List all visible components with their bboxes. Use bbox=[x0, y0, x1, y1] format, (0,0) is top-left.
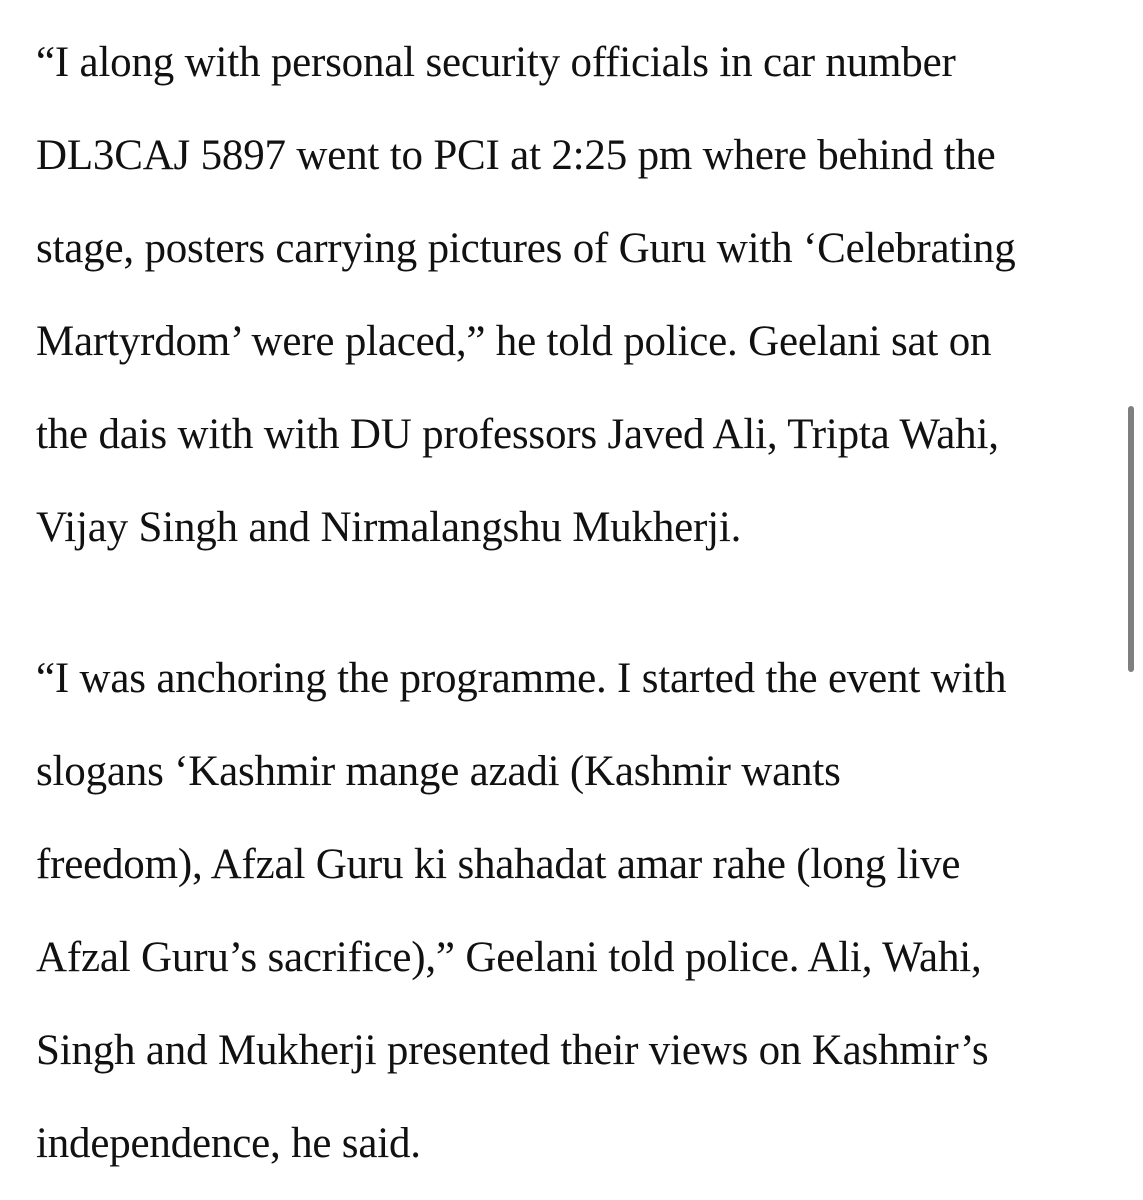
paragraph-1 bbox=[36, 16, 1116, 574]
text-line: DL3CAJ 5897 went to PCI at 2:25 pm where behind the bbox=[36, 132, 996, 179]
text-line: the dais with with DU professors Javed Ali, Tripta Wahi, bbox=[36, 411, 999, 458]
paragraph-2 bbox=[36, 632, 1116, 1190]
text-line: Martyrdom’ were placed,” he told police. Geelani sat on bbox=[36, 318, 992, 365]
vertical-scrollbar[interactable] bbox=[1128, 406, 1134, 672]
text-line: Vijay Singh and Nirmalangshu Mukherji. bbox=[36, 504, 742, 551]
text-line: independence, he said. bbox=[36, 1120, 421, 1167]
text-line: stage, posters carrying pictures of Guru with ‘Celebrating bbox=[36, 225, 1016, 272]
text-line: Afzal Guru’s sacrifice),” Geelani told police. Ali, Wahi, bbox=[36, 934, 982, 981]
text-line: “I was anchoring the programme. I started the event with bbox=[36, 655, 1007, 702]
text-line: Singh and Mukherji presented their views on Kashmir’s bbox=[36, 1027, 989, 1074]
text-line: freedom), Afzal Guru ki shahadat amar rahe (long live bbox=[36, 841, 961, 888]
text-line: “I along with personal security officials in car number bbox=[36, 39, 956, 86]
text-line: slogans ‘Kashmir mange azadi (Kashmir wants bbox=[36, 748, 841, 795]
